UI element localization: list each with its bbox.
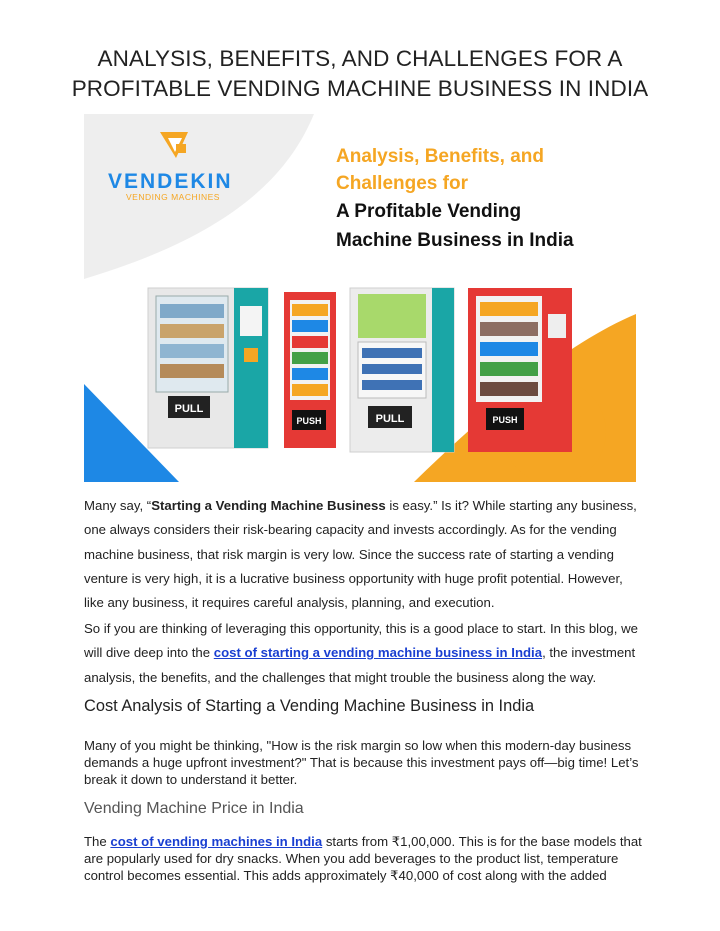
banner-headline-4: Machine Business in India (336, 230, 574, 251)
brand-subtitle: VENDING MACHINES (126, 192, 220, 202)
intro-bold-phrase: Starting a Vending Machine Business (151, 498, 386, 513)
machine-3-label: PULL (375, 413, 405, 425)
cost-vending-machines-link[interactable]: cost of vending machines in India (110, 834, 323, 849)
cost-analysis-paragraph: Many of you might be thinking, "How is the risk margin so low when this modern-day business demands a huge upfront investment?" That is because this investment pays off—big time! Let’s break it down to understand it better. (84, 738, 639, 787)
banner-headline-3: A Profitable Vending (336, 201, 522, 222)
price-paragraph: The cost of vending machines in India starts from ₹1,00,000. This is for the base models that are popularly used for dry snacks. When you add beverages to the product list, temperature control becomes essential. This adds approximately ₹40,000 of cost along with the added (84, 834, 642, 883)
brand-name: VENDEKIN (108, 170, 233, 193)
overview-paragraph: So if you are thinking of leveraging this opportunity, this is a good place to start. In this blog, we will dive deep into the cost of starting a vending machine business in India, the investment analysis, the benefits, and the challenges that might trouble the business along the way. (84, 621, 638, 685)
vending-machine-4 (468, 288, 572, 452)
banner-image (84, 114, 636, 482)
cost-starting-business-link[interactable]: cost of starting a vending machine business in India (213, 645, 543, 661)
vending-machine-3 (350, 288, 454, 452)
page-title: ANALYSIS, BENEFITS, AND CHALLENGES FOR A PROFITABLE VENDING MACHINE BUSINESS IN INDIA (71, 46, 649, 101)
machine-1-label: PULL (174, 403, 204, 415)
cost-analysis-heading: Cost Analysis of Starting a Vending Machine Business in India (84, 697, 535, 715)
vending-machine-1 (148, 288, 268, 448)
machine-2-label: PUSH (296, 416, 322, 426)
vending-machine-2 (284, 292, 336, 448)
machine-4-label: PUSH (492, 415, 518, 425)
banner-headline-2: Challenges for (336, 173, 468, 194)
banner-headline-1: Analysis, Benefits, and (336, 146, 545, 167)
price-heading: Vending Machine Price in India (84, 800, 304, 817)
intro-paragraph: Many say, “Starting a Vending Machine Business is easy.” Is it? While starting any business, one always considers their risk-bearing capacity and invests accordingly. As for the vending machine business, that risk margin is very low. Since the success rate of starting a vending venture is very high, it is a lucrative business opportunity with huge profit potential. However, like any business, it requires careful analysis, planning, and execution. (84, 498, 637, 611)
